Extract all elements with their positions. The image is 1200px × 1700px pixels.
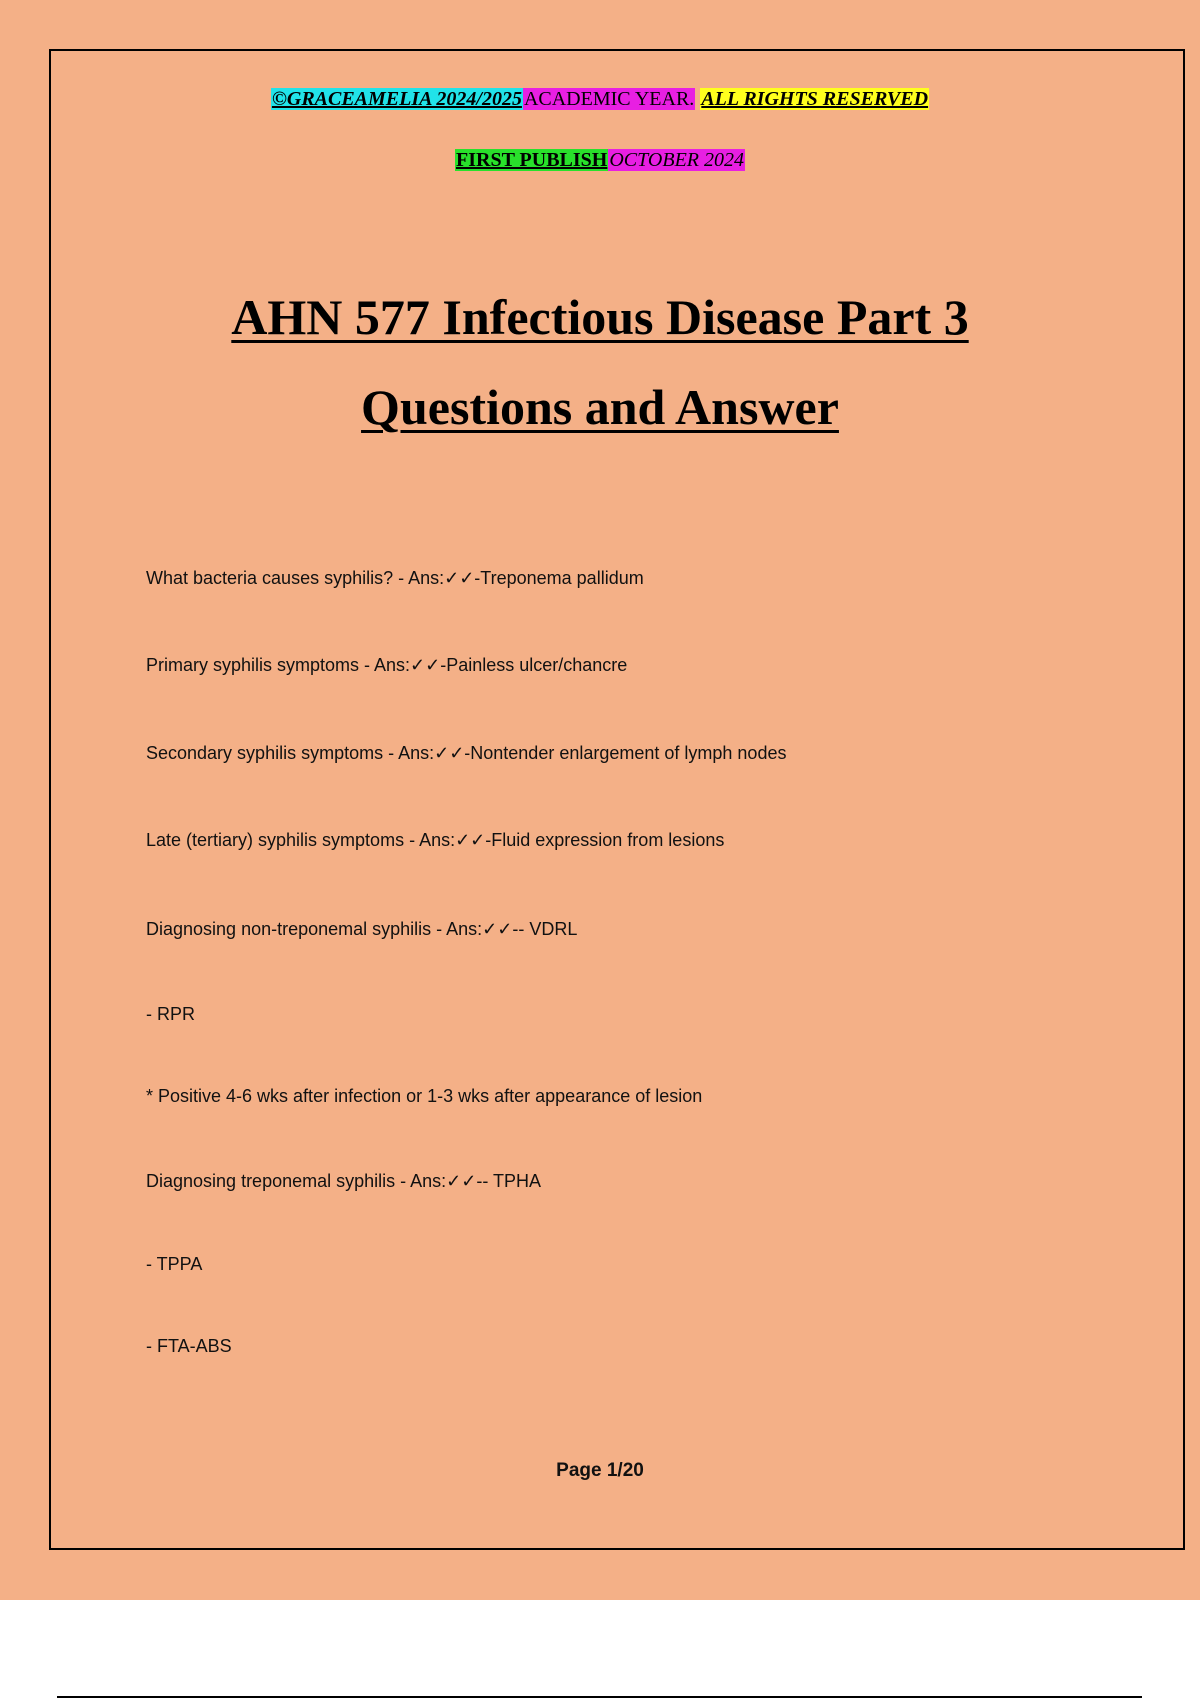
qa-line: - RPR [146,1004,195,1024]
qa-line: Diagnosing non-treponemal syphilis - Ans:✓✓-- VDRL [146,919,578,939]
qa-line: Diagnosing treponemal syphilis - Ans:✓✓-- TPHA [146,1171,541,1191]
qa-line: - FTA-ABS [146,1336,232,1356]
first-publish-text: FIRST PUBLISH [456,149,608,171]
academic-year-text: ACADEMIC YEAR. [523,88,695,110]
publish-date-text: OCTOBER 2024 [609,149,744,171]
qa-line: - TPPA [146,1254,203,1274]
rights-reserved-text: ALL RIGHTS RESERVED [701,88,929,110]
qa-line: * Positive 4-6 wks after infection or 1-3 wks after appearance of lesion [146,1086,703,1106]
page-number: Page 1/20 [556,1460,644,1481]
page-border [49,49,1185,1550]
copyright-text: ©GRACEAMELIA 2024/2025 [271,88,522,110]
qa-line: Primary syphilis symptoms - Ans:✓✓-Painless ulcer/chancre [146,655,628,675]
publish-header [0,147,1200,173]
qa-line: What bacteria causes syphilis? - Ans:✓✓-Treponema pallidum [146,568,644,588]
qa-line: Late (tertiary) syphilis symptoms - Ans:✓✓-Fluid expression from lesions [146,830,725,850]
copyright-header [0,86,1200,112]
qa-line: Secondary syphilis symptoms - Ans:✓✓-Nontender enlargement of lymph nodes [146,743,787,763]
document-title-line-1: AHN 577 Infectious Disease Part 3 [231,289,969,345]
bottom-divider [57,1696,1142,1698]
document-title-line-2: Questions and Answer [361,379,839,435]
